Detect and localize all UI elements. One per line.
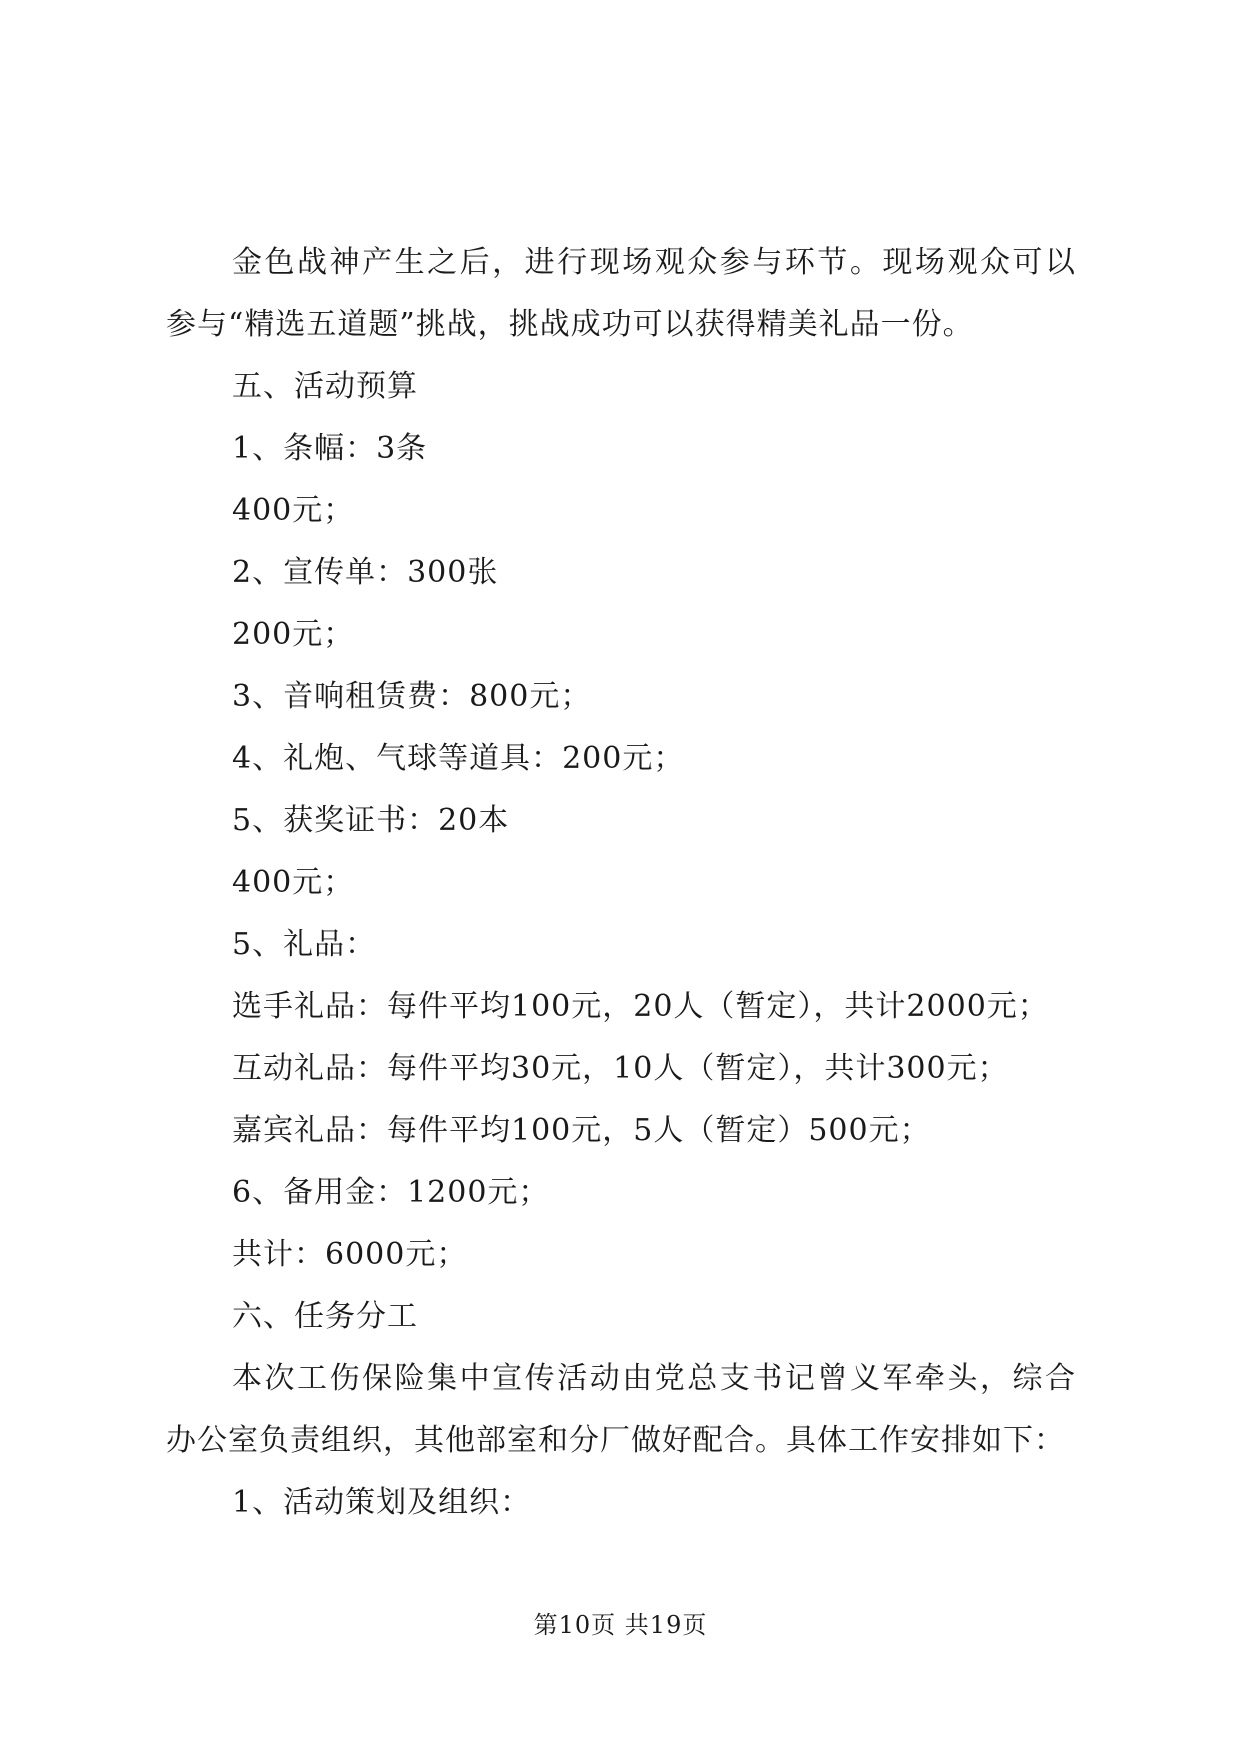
text-line: 3、音响租赁费：800元； [232,679,592,714]
text-line: 5、获奖证书：20本 [232,803,510,838]
text-line: 2、宣传单：300张 [232,555,499,590]
text-line: 参与“精选五道题”挑战，挑战成功可以获得精美礼品一份。 [166,307,974,342]
text-line: 200元； [232,617,355,652]
text-line: 办公室负责组织，其他部室和分厂做好配合。具体工作安排如下： [166,1423,1065,1458]
text-line: 本次工伤保险集中宣传活动由党总支书记曾义军牵头，综合 [232,1361,1076,1396]
page-footer: 第10页 共19页 [533,1611,708,1639]
text-line: 金色战神产生之后，进行现场观众参与环节。现场观众可以 [232,245,1076,280]
text-line: 共计：6000元； [232,1237,468,1272]
text-line: 6、备用金：1200元； [232,1175,550,1210]
text-line: 1、活动策划及组织： [232,1485,532,1520]
text-line: 400元； [232,865,355,900]
text-line: 5、礼品： [232,927,377,962]
document-body [166,232,1076,1534]
text-line: 1、条幅：3条 [232,431,428,466]
text-line: 六、任务分工 [232,1299,418,1334]
text-line: 400元； [232,493,355,528]
text-line: 互动礼品：每件平均30元，10人（暂定），共计300元； [232,1051,1009,1086]
text-line: 4、礼炮、气球等道具：200元； [232,741,685,776]
text-line: 嘉宾礼品：每件平均100元，5人（暂定）500元； [232,1113,931,1148]
text-line: 五、活动预算 [232,369,418,404]
text-line: 选手礼品：每件平均100元，20人（暂定），共计2000元； [232,989,1049,1024]
